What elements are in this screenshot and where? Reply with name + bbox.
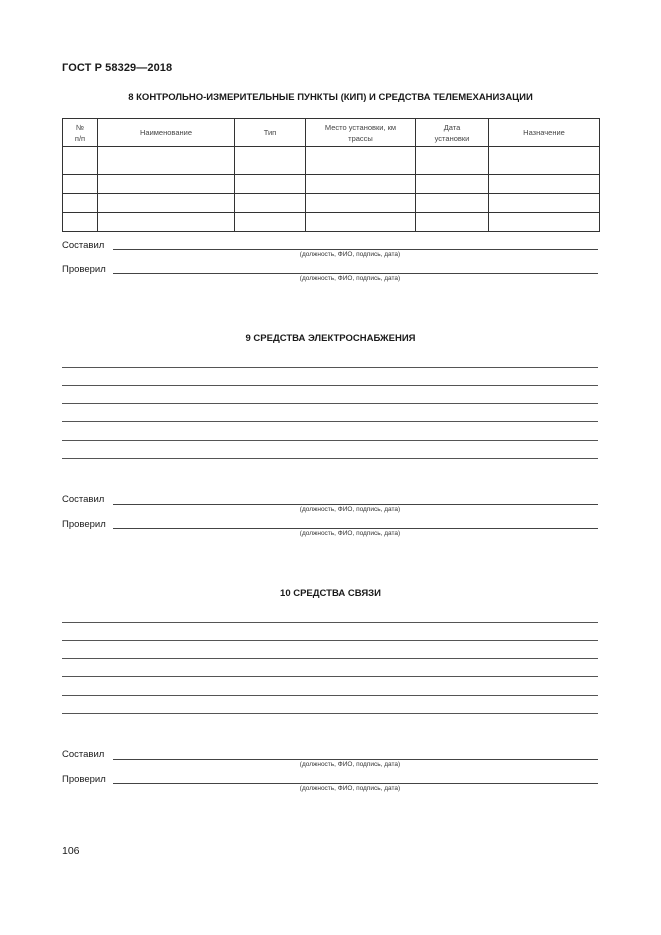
compiled-by-label: Составил: [62, 749, 105, 760]
signature-caption: (должность, ФИО, подпись, дата): [299, 251, 401, 258]
column-header-type: Тип: [235, 119, 306, 147]
table-cell[interactable]: [489, 213, 600, 232]
column-header-location: Место установки, км трассы: [306, 119, 416, 147]
checked-by-line[interactable]: [113, 273, 598, 274]
table-cell[interactable]: [235, 175, 306, 194]
fill-line[interactable]: [62, 440, 598, 441]
section-8-title: 8 КОНТРОЛЬНО-ИЗМЕРИТЕЛЬНЫЕ ПУНКТЫ (КИП) И СРЕДСТВА ТЕЛЕМЕХАНИЗАЦИИ: [128, 92, 533, 103]
table-header-row: [63, 119, 600, 147]
table-cell[interactable]: [489, 194, 600, 213]
fill-line[interactable]: [62, 640, 598, 641]
checked-by-label: Проверил: [62, 774, 106, 785]
table-cell[interactable]: [63, 213, 98, 232]
signature-caption: (должность, ФИО, подпись, дата): [299, 530, 401, 537]
compiled-by-line[interactable]: [113, 504, 598, 505]
fill-line[interactable]: [62, 695, 598, 696]
checked-by-line[interactable]: [113, 528, 598, 529]
checked-by-label: Проверил: [62, 264, 106, 275]
table-cell[interactable]: [416, 194, 489, 213]
signature-caption: (должность, ФИО, подпись, дата): [299, 275, 401, 282]
table-row: [63, 175, 600, 194]
table-cell[interactable]: [306, 194, 416, 213]
fill-line[interactable]: [62, 713, 598, 714]
table-row: [63, 213, 600, 232]
signature-caption: (должность, ФИО, подпись, дата): [299, 506, 401, 513]
table-cell[interactable]: [98, 194, 235, 213]
table-cell[interactable]: [235, 194, 306, 213]
compiled-by-line[interactable]: [113, 759, 598, 760]
table-cell[interactable]: [63, 194, 98, 213]
table-cell[interactable]: [489, 175, 600, 194]
document-code: ГОСТ Р 58329—2018: [62, 62, 173, 74]
column-header-purpose: Назначение: [489, 119, 600, 147]
fill-line[interactable]: [62, 367, 598, 368]
kip-table: [62, 118, 600, 232]
column-header-name: Наименование: [98, 119, 235, 147]
table-row: [63, 194, 600, 213]
table-cell[interactable]: [306, 175, 416, 194]
checked-by-line[interactable]: [113, 783, 598, 784]
fill-line[interactable]: [62, 458, 598, 459]
section-10-title: 10 СРЕДСТВА СВЯЗИ: [280, 588, 381, 599]
fill-line[interactable]: [62, 385, 598, 386]
fill-line[interactable]: [62, 622, 598, 623]
table-cell[interactable]: [416, 175, 489, 194]
compiled-by-label: Составил: [62, 240, 105, 251]
section-9-title: 9 СРЕДСТВА ЭЛЕКТРОСНАБЖЕНИЯ: [245, 333, 416, 344]
compiled-by-label: Составил: [62, 494, 105, 505]
table-cell[interactable]: [306, 213, 416, 232]
compiled-by-line[interactable]: [113, 249, 598, 250]
checked-by-label: Проверил: [62, 519, 106, 530]
fill-line[interactable]: [62, 421, 598, 422]
fill-line[interactable]: [62, 658, 598, 659]
fill-line[interactable]: [62, 403, 598, 404]
signature-caption: (должность, ФИО, подпись, дата): [299, 785, 401, 792]
table-cell[interactable]: [416, 213, 489, 232]
table-cell[interactable]: [63, 175, 98, 194]
table-cell[interactable]: [98, 213, 235, 232]
column-header-install-date: Дата установки: [416, 119, 489, 147]
column-header-number: № п/п: [63, 119, 98, 147]
table-cell[interactable]: [235, 213, 306, 232]
fill-line[interactable]: [62, 676, 598, 677]
page-number: 106: [62, 845, 80, 857]
table-cell[interactable]: [98, 175, 235, 194]
signature-caption: (должность, ФИО, подпись, дата): [299, 761, 401, 768]
